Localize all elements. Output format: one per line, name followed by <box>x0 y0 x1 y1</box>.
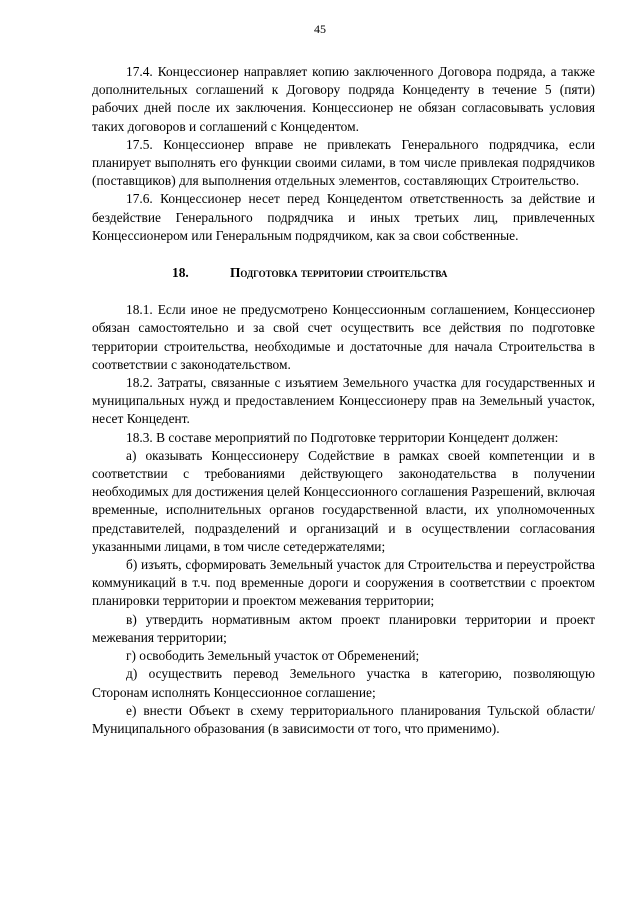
paragraph-17-5: 17.5. Концессионер вправе не привлекать Генерального подрядчика, если планирует выполнять его функции своими силами, в том числе привлекая подрядчиков (поставщиков) для выполнения отдельных элементов, составляющих Строительство. <box>92 136 595 189</box>
paragraph-18-2: 18.2. Затраты, связанные с изъятием Земельного участка для государственных и муниципальных нужд и предоставлением Концессионеру прав на Земельный участок, несет Концедент. <box>92 375 595 427</box>
page-number: 45 <box>314 22 326 36</box>
section-heading <box>92 264 595 282</box>
paragraph-18-1: 18.1. Если иное не предусмотрено Концессионным соглашением, Концессионер обязан самостоятельно и за свой счет осуществить все действия по подготовке территории строительства, необходимые и достаточные для начала Строительства в соответствии с законодательством. <box>92 302 595 372</box>
paragraph-18-3: 18.3. В составе мероприятий по Подготовке территории Концедент должен: <box>126 429 559 445</box>
document-body <box>92 63 595 738</box>
paragraph-17-6: 17.6. Концессионер несет перед Концедентом ответственность за действие и бездействие Генерального подрядчика и иных третьих лиц, привлеченных Концессионером или Генеральным подрядчиком, как за свои собственные. <box>92 191 595 243</box>
subitem-e: е) внести Объект в схему территориального планирования Тульской области/Муниципального образования (в зависимости от того, что применимо). <box>92 702 595 736</box>
section-title: Подготовка территории строительства <box>230 265 448 281</box>
subitem-a: а) оказывать Концессионеру Содействие в рамках своей компетенции и в соответствии с требованиями действующего законодательства в получении необходимых для достижения целей Концессионного соглашения Разрешений, включая временные, исполнительных органов государственной власти, их уполномоченных представителей, подразделений и организаций и в осуществлении согласования указанными лицами, в том числе сетедержателями; <box>92 447 595 554</box>
paragraph-17-4: 17.4. Концессионер направляет копию заключенного Договора подряда, а также дополнительных соглашений к Договору подряда Концеденту в течение 5 (пяти) рабочих дней после их заключения. Концессионер не обязан согласовывать условия таких договоров и соглашений с Концедентом. <box>92 64 595 134</box>
subitem-g: г) освободить Земельный участок от Обременений; <box>126 648 420 664</box>
subitem-d: д) осуществить перевод Земельного участка в категорию, позволяющую Сторонам исполнять Концессионное соглашение; <box>92 666 595 700</box>
subitem-b: б) изъять, сформировать Земельный участок для Строительства и переустройства коммуникаций в т.ч. под временные дороги и сооружения в соответствии с проектом планировки территории и проектом межевания территории; <box>92 557 595 609</box>
section-number: 18. <box>172 265 189 281</box>
subitem-v: в) утвердить нормативным актом проект планировки территории и проект межевания территории; <box>92 611 595 645</box>
